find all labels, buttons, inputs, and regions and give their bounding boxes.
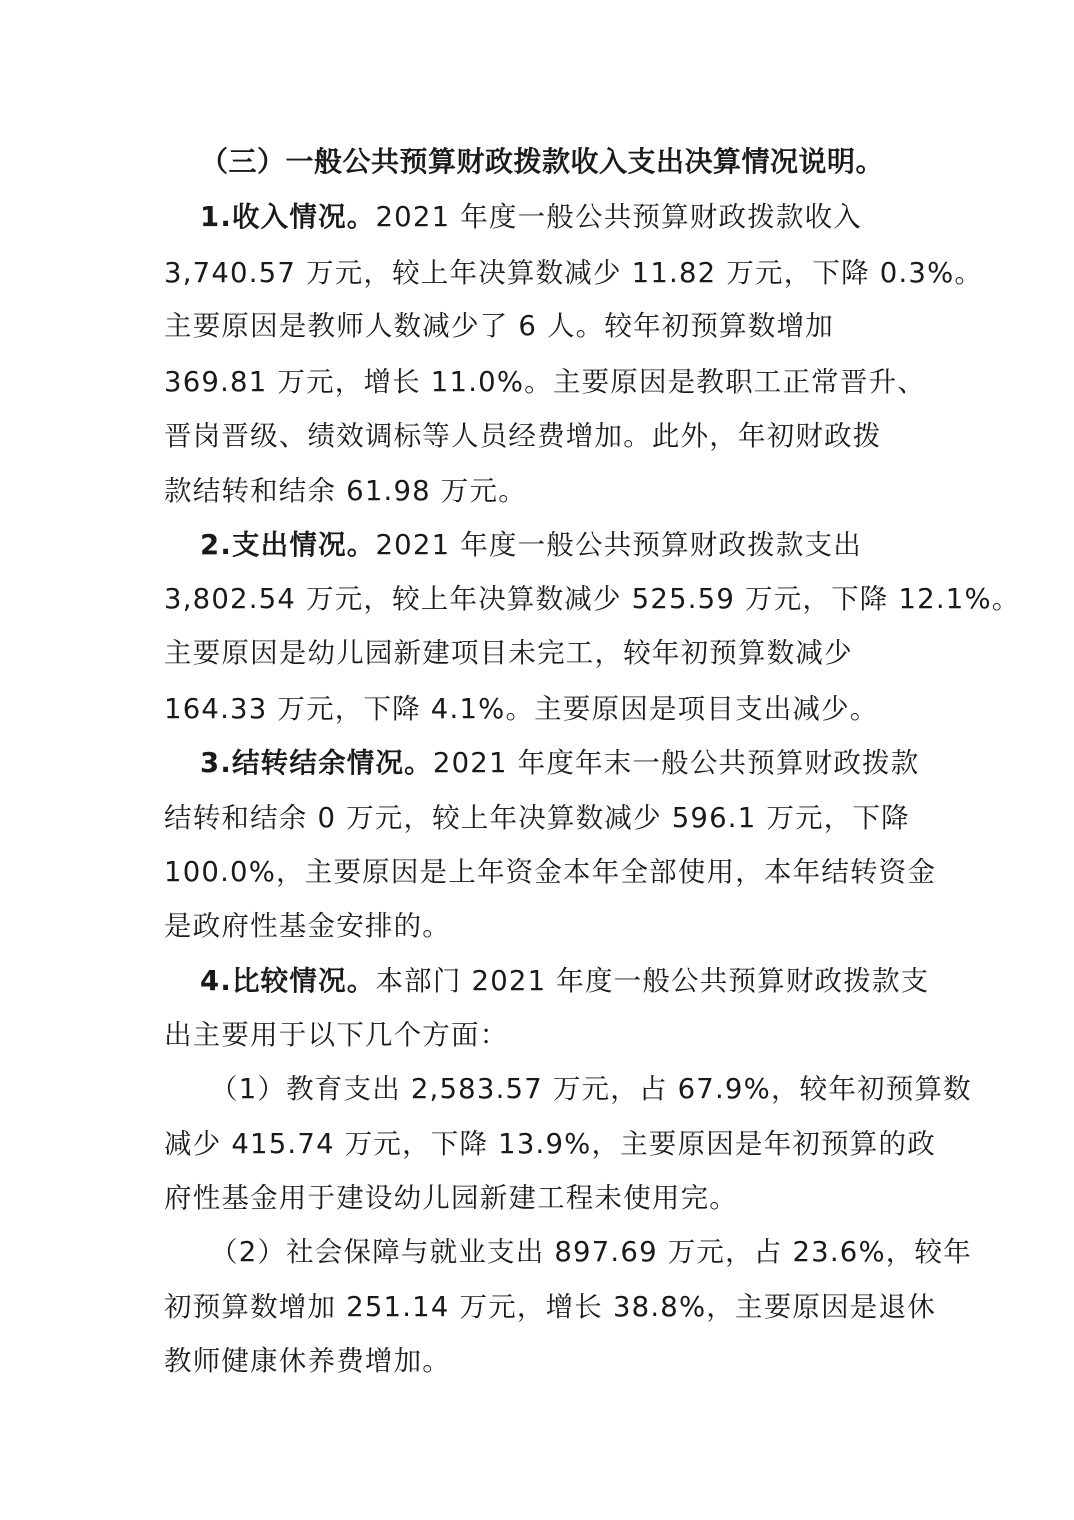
income-line-2: 3,740.57 万元，较上年决算数减少 11.82 万元，下降 0.3%。 bbox=[164, 257, 984, 289]
income-line-5: 晋岗晋级、绩效调标等人员经费增加。此外，年初财政拨 bbox=[164, 420, 882, 452]
expense-line-1 bbox=[200, 528, 862, 562]
compare-text-1: 本部门 2021 年度一般公共预算财政拨款支 bbox=[375, 965, 930, 997]
income-line-3: 主要原因是教师人数减少了 6 人。较年初预算数增加 bbox=[164, 310, 834, 342]
income-line-6: 款结转和结余 61.98 万元。 bbox=[164, 475, 527, 507]
income-line-1 bbox=[200, 200, 862, 234]
income-line-4: 369.81 万元，增长 11.0%。主要原因是教职工正常晋升、 bbox=[164, 366, 926, 398]
compare-label: 4.比较情况。 bbox=[200, 965, 376, 997]
carryover-line-4: 是政府性基金安排的。 bbox=[164, 910, 451, 942]
compare-line-2: 出主要用于以下几个方面： bbox=[164, 1019, 509, 1051]
education-line-3: 府性基金用于建设幼儿园新建工程未使用完。 bbox=[164, 1182, 738, 1214]
carryover-line-1 bbox=[200, 746, 919, 780]
social-security-line-1: （2）社会保障与就业支出 897.69 万元，占 23.6%，较年 bbox=[210, 1236, 972, 1268]
expense-label: 2.支出情况。 bbox=[200, 529, 376, 561]
carryover-line-3: 100.0%，主要原因是上年资金本年全部使用，本年结转资金 bbox=[164, 856, 937, 888]
carryover-label: 3.结转结余情况。 bbox=[200, 747, 433, 779]
carryover-line-2: 结转和结余 0 万元，较上年决算数减少 596.1 万元，下降 bbox=[164, 802, 910, 834]
expense-line-2: 3,802.54 万元，较上年决算数减少 525.59 万元，下降 12.1%。 bbox=[164, 583, 1021, 615]
section-heading: （三）一般公共预算财政拨款收入支出决算情况说明。 bbox=[200, 145, 885, 178]
education-line-1: （1）教育支出 2,583.57 万元，占 67.9%，较年初预算数 bbox=[210, 1073, 972, 1105]
expense-line-3: 主要原因是幼儿园新建项目未完工，较年初预算数减少 bbox=[164, 637, 853, 669]
education-line-2: 减少 415.74 万元，下降 13.9%，主要原因是年初预算的政 bbox=[164, 1128, 936, 1160]
income-label: 1.收入情况。 bbox=[200, 201, 376, 233]
expense-text-1: 2021 年度一般公共预算财政拨款支出 bbox=[375, 529, 863, 561]
compare-line-1 bbox=[200, 964, 929, 998]
carryover-text-1: 2021 年度年末一般公共预算财政拨款 bbox=[432, 747, 920, 779]
income-text-1: 2021 年度一般公共预算财政拨款收入 bbox=[375, 201, 863, 233]
social-security-line-2: 初预算数增加 251.14 万元，增长 38.8%，主要原因是退休 bbox=[164, 1291, 936, 1323]
social-security-line-3: 教师健康休养费增加。 bbox=[164, 1345, 451, 1377]
expense-line-4: 164.33 万元，下降 4.1%。主要原因是项目支出减少。 bbox=[164, 693, 879, 725]
